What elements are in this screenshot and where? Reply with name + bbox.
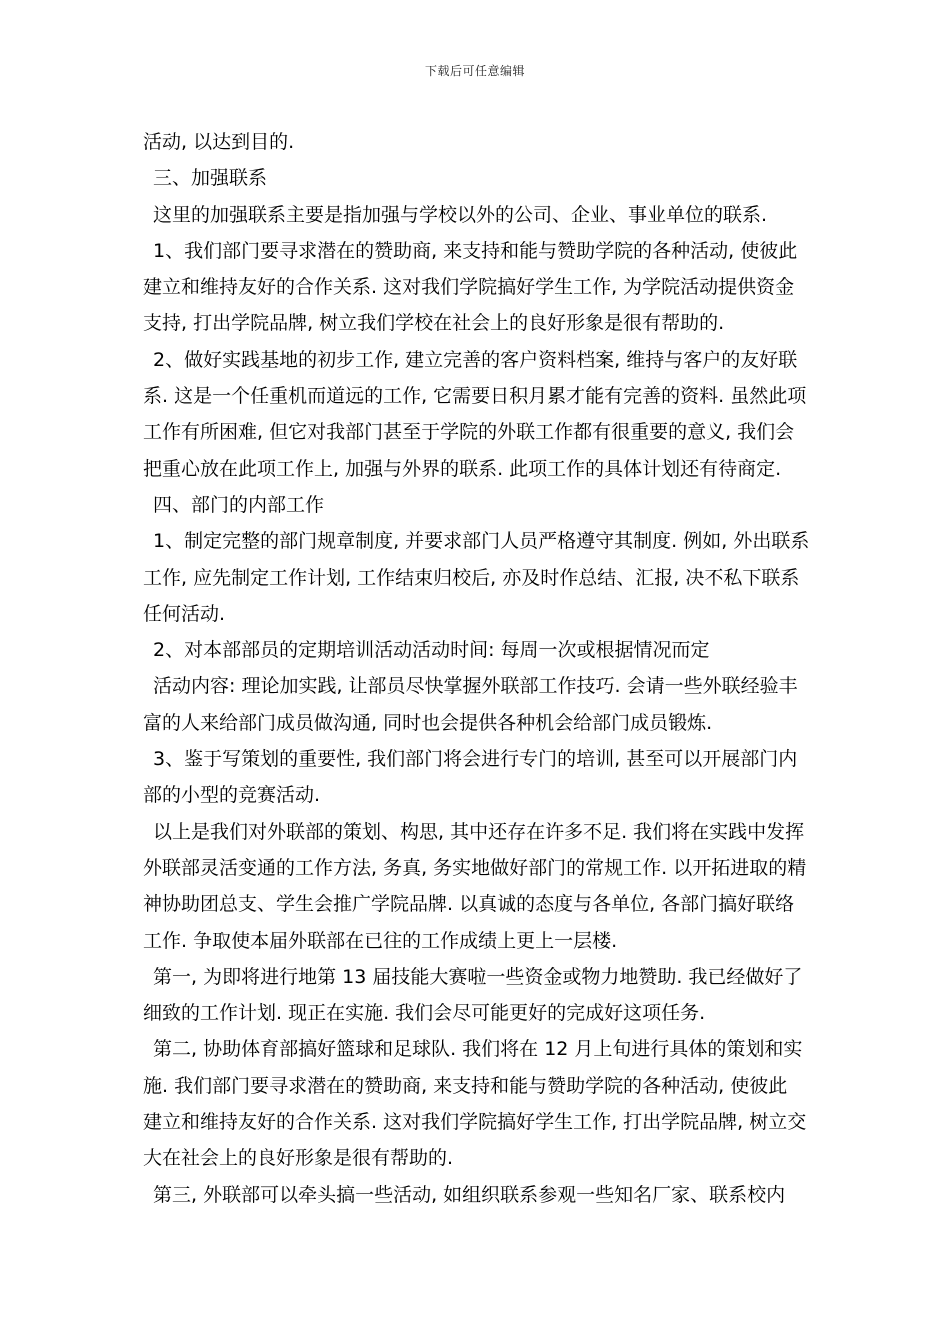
text-line: 活动内容: 理论加实践, 让部员尽快掌握外联部工作技巧. 会请一些外联经验丰 [153, 675, 798, 698]
text-line: 细致的工作计划. 现正在实施. 我们会尽可能更好的完成好这项任务. [143, 1002, 706, 1025]
text-line: 富的人来给部门成员做沟通, 同时也会提供各种机会给部门成员锻炼. [143, 711, 713, 734]
text-line: 外联部灵活变通的工作方法, 务真, 务实地做好部门的常规工作. 以开拓进取的精 [143, 856, 807, 879]
text-line: 1、我们部门要寻求潜在的赞助商, 来支持和能与赞助学院的各种活动, 使彼此 [153, 239, 798, 262]
page-header: 下载后可任意编辑 [424, 64, 525, 78]
text-line: 工作. 争取使本届外联部在已往的工作成绩上更上一层楼. [143, 929, 618, 952]
text-line: 工作有所困难, 但它对我部门甚至于学院的外联工作都有很重要的意义, 我们会 [143, 421, 795, 444]
text-line: 支持, 打出学院品牌, 树立我们学校在社会上的良好形象是很有帮助的. [143, 312, 725, 335]
text-line: 建立和维持友好的合作关系. 这对我们学院搞好学生工作, 打出学院品牌, 树立交 [143, 1111, 807, 1134]
text-line: 施. 我们部门要寻求潜在的赞助商, 来支持和能与赞助学院的各种活动, 使彼此 [143, 1074, 788, 1097]
text-line: 第二, 协助体育部搞好篮球和足球队. 我们将在 12 月上旬进行具体的策划和实 [153, 1038, 803, 1061]
text-line: 第一, 为即将进行地第 13 届技能大赛啦一些资金或物力地赞助. 我已经做好了 [153, 965, 803, 988]
text-line: 系. 这是一个任重机而道远的工作, 它需要日积月累才能有完善的资料. 虽然此项 [143, 385, 807, 408]
text-line: 以上是我们对外联部的策划、构思, 其中还存在许多不足. 我们将在实践中发挥 [153, 820, 805, 843]
text-line: 3、鉴于写策划的重要性, 我们部门将会进行专门的培训, 甚至可以开展部门内 [153, 748, 798, 771]
text-line: 建立和维持友好的合作关系. 这对我们学院搞好学生工作, 为学院活动提供资金 [143, 276, 795, 299]
text-line: 第三, 外联部可以牵头搞一些活动, 如组织联系参观一些知名厂家、联系校内 [153, 1183, 786, 1206]
text-line: 三、加强联系 [153, 167, 268, 190]
text-line: 神协助团总支、学生会推广学院品牌. 以真诚的态度与各单位, 各部门搞好联络 [143, 893, 795, 916]
text-line: 2、做好实践基地的初步工作, 建立完善的客户资料档案, 维持与客户的友好联 [153, 348, 798, 371]
document-body [143, 124, 813, 1213]
text-line: 四、部门的内部工作 [153, 493, 325, 516]
text-line: 这里的加强联系主要是指加强与学校以外的公司、企业、事业单位的联系. [153, 203, 768, 226]
text-line: 部的小型的竞赛活动. [143, 784, 321, 807]
text-line: 2、对本部部员的定期培训活动活动时间: 每周一次或根据情况而定 [153, 639, 710, 662]
text-line: 任何活动. [143, 602, 226, 625]
text-line: 1、制定完整的部门规章制度, 并要求部门人员严格遵守其制度. 例如, 外出联系 [153, 530, 810, 553]
text-line: 大在社会上的良好形象是很有帮助的. [143, 1147, 454, 1170]
text-line: 把重心放在此项工作上, 加强与外界的联系. 此项工作的具体计划还有待商定. [143, 457, 782, 480]
text-line: 活动, 以达到目的. [143, 131, 295, 153]
text-line: 工作, 应先制定工作计划, 工作结束归校后, 亦及时作总结、汇报, 决不私下联系 [143, 566, 800, 589]
